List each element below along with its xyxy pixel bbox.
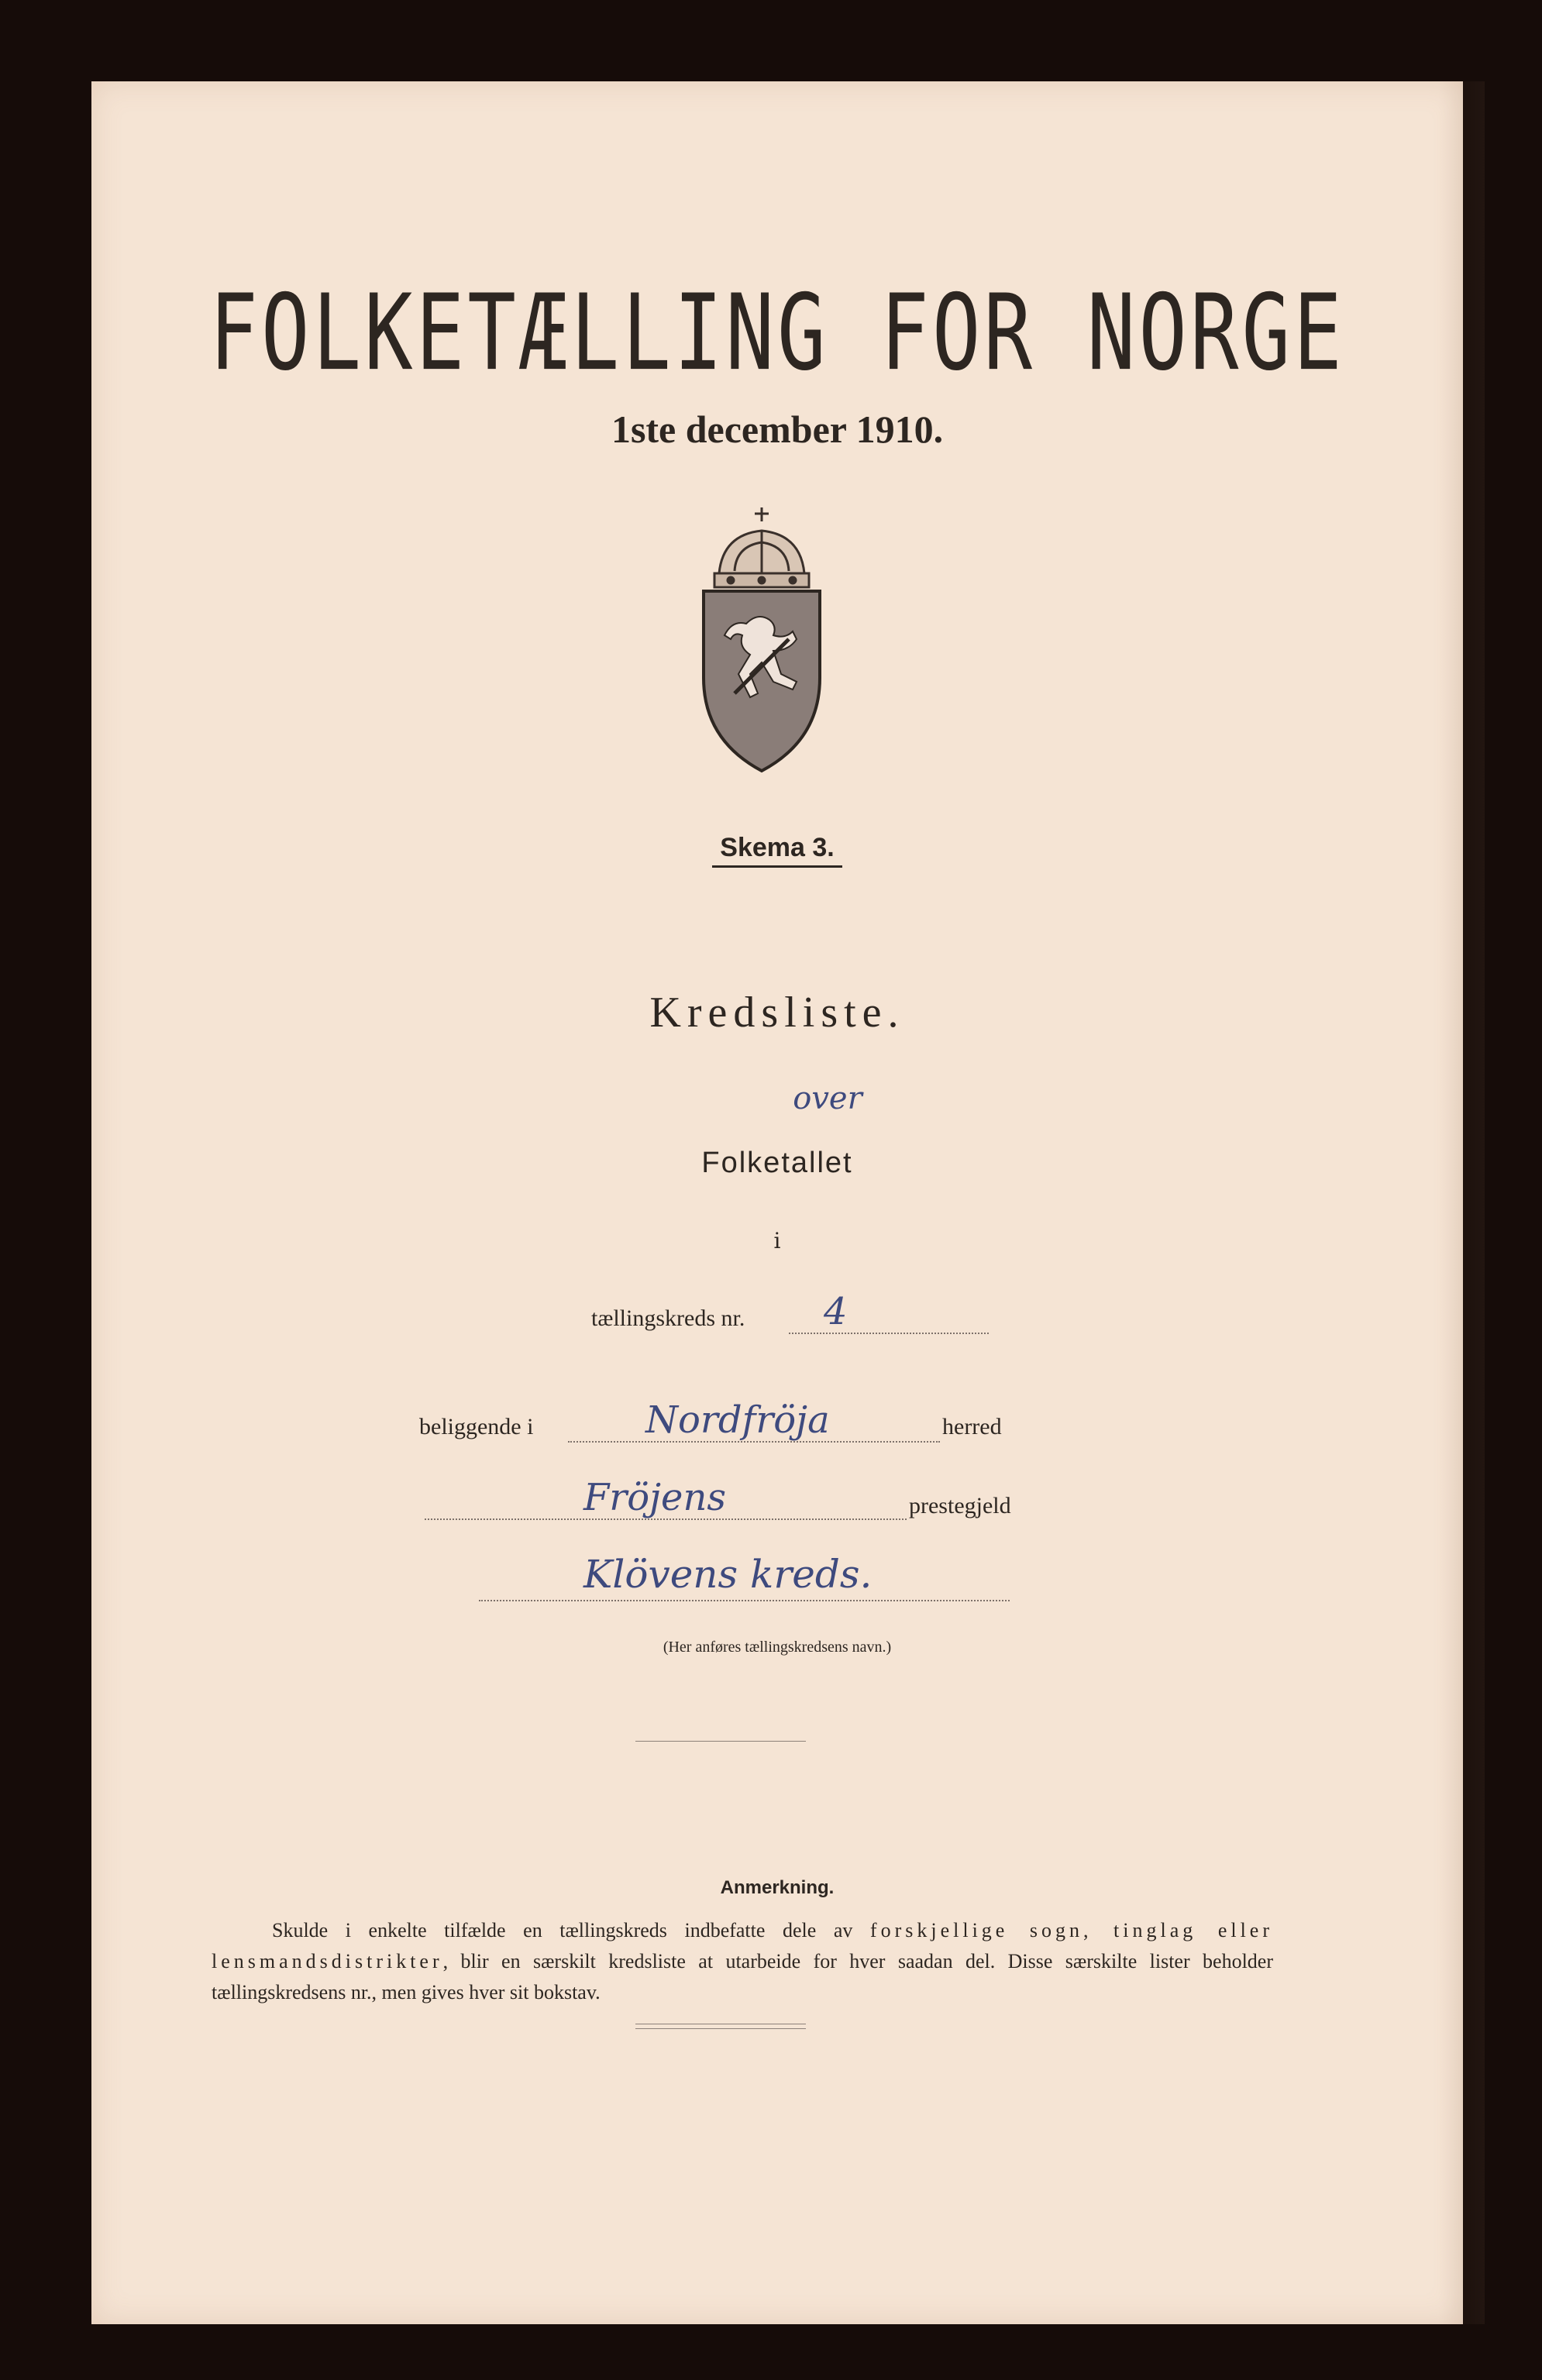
kreds-navn-note: (Her anføres tællingskredsens navn.) — [663, 1639, 892, 1656]
herred-value: Nordfröja — [645, 1398, 830, 1442]
kreds-nr-line — [789, 1333, 989, 1334]
census-date: 1ste december 1910. — [611, 408, 944, 451]
form-heading: Kredsliste. — [649, 989, 905, 1037]
handwritten-over: over — [793, 1081, 862, 1116]
kreds-navn-value: Klövens kreds. — [583, 1552, 873, 1597]
anmerkning-spaced-text: forskjellige sogn, tinglag eller lensmandsdistrikter — [212, 1919, 1273, 1972]
divider-bottom-2 — [635, 2028, 806, 2029]
anmerkning-text-part-2: , blir en særskilt kredsliste at utarbeide for hver saadan del. Disse særskilte lister beholder tællingskredsens nr., men gives hver sit bokstav. — [212, 1950, 1273, 2003]
folketallet-label: Folketallet — [701, 1147, 853, 1179]
anmerkning-text — [212, 1915, 1273, 2008]
beliggende-label: beliggende i — [419, 1414, 534, 1439]
coat-of-arms-icon — [688, 500, 835, 779]
schema-number — [91, 833, 1463, 863]
anmerkning-text-part-1: Skulde i enkelte tilfælde en tællingskreds indbefatte dele av — [272, 1919, 870, 1941]
i-label: i — [773, 1228, 781, 1254]
census-form-page — [91, 81, 1463, 2324]
prestegjeld-value: Fröjens — [583, 1476, 726, 1519]
divider-top — [635, 1741, 806, 1742]
kreds-nr-label: tællingskreds nr. — [591, 1305, 745, 1331]
herred-label: herred — [942, 1414, 1002, 1439]
kreds-navn-line — [479, 1600, 1010, 1601]
schema-label: Skema 3. — [712, 833, 842, 868]
kreds-nr-value: 4 — [824, 1290, 848, 1333]
anmerkning-title: Anmerkning. — [720, 1877, 835, 1898]
form-title: FOLKETÆLLING FOR NORGE — [209, 271, 1345, 394]
prestegjeld-label: prestegjeld — [909, 1493, 1011, 1518]
